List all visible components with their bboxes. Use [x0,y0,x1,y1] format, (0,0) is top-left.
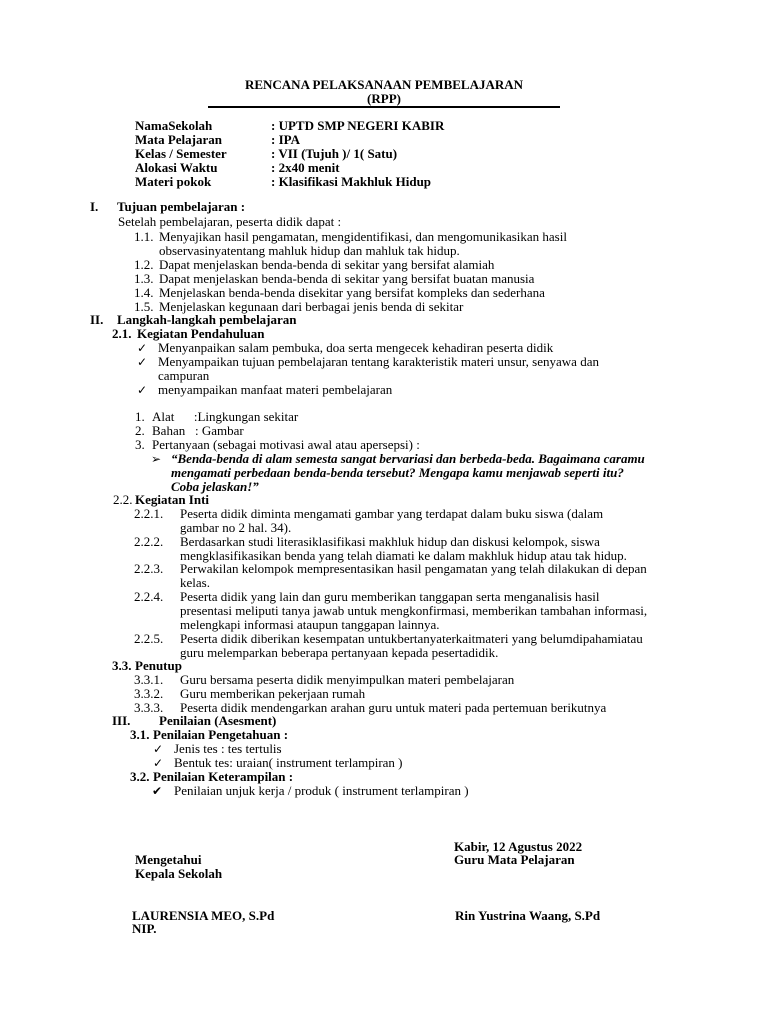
list-item: Peserta didik mendengarkan arahan guru untuk materi pada pertemuan berikutnya [180,700,607,715]
principal-nip: NIP. [132,921,157,936]
check-item: Bentuk tes: uraian( instrument terlampiran ) [174,755,403,770]
arrow-bullet-icon: ➢ [151,452,162,466]
list-item: Dapat menjelaskan benda-benda di sekitar yang bersifat alamiah [159,257,495,272]
list-number: 3. [135,437,145,452]
checkmark-icon: ✓ [137,355,148,369]
list-item: Menjelaskan benda-benda disekitar yang bersifat kompleks dan sederhana [159,285,545,300]
list-item: Peserta didik diberikan kesempatan untukbertanyaterkaitmateri yang belumdipahamiatau [180,631,643,646]
identity-label: Kelas / Semester [135,146,227,161]
section-number: III. [112,713,131,728]
subsection-heading: Penilaian Pengetahuan : [153,727,289,742]
section-number: II. [90,312,104,327]
section-heading: Penilaian (Asesment) [159,713,277,728]
principal-name: LAURENSIA MEO, S.Pd [132,908,275,923]
teacher-name: Rin Yustrina Waang, S.Pd [455,908,601,923]
check-item: Jenis tes : tes tertulis [174,741,282,756]
section-number: I. [90,199,99,214]
check-item: Penilaian unjuk kerja / produk ( instrument terlampiran ) [174,783,469,798]
question-text: “Benda-benda di alam semesta sangat bervariasi dan berbeda-beda. Bagaimana caramu [171,451,645,466]
list-item: Peserta didik diminta mengamati gambar yang terdapat dalam buku siswa (dalam [180,506,604,521]
subsection-number: 2.1. [112,326,132,341]
identity-value: : IPA [271,132,301,147]
list-item: Guru bersama peserta didik menyimpulkan materi pembelajaran [180,672,515,687]
list-item: Perwakilan kelompok mempresentasikan hasil pengamatan yang telah dilakukan di depan [180,561,647,576]
list-item-continued: guru melemparkan beberapa pertanyaan kepada pesertadidik. [180,645,499,660]
subsection-heading: Kegiatan Inti [135,492,210,507]
subsection-number: 3.2. [130,769,150,784]
list-number: 1.2. [134,257,154,272]
document-subtitle: (RPP) [367,91,401,106]
list-item: Dapat menjelaskan benda-benda di sekitar yang bersifat buatan manusia [159,271,535,286]
section-heading: Tujuan pembelajaran : [117,199,246,214]
identity-value: : UPTD SMP NEGERI KABIR [271,118,445,133]
checkmark-icon: ✓ [153,742,164,756]
list-item-continued: observasinyatentang mahluk hidup dan mahluk tak hidup. [159,243,460,258]
identity-value: : Klasifikasi Makhluk Hidup [271,174,432,189]
question-text: mengamati perbedaan benda-benda tersebut? Mengapa kamu menjawab seperti itu? [171,465,624,480]
subsection-heading: Penutup [135,658,182,673]
checkmark-icon: ✓ [137,383,148,397]
subsection-number: 3.3. [112,658,132,673]
identity-label: Alokasi Waktu [135,160,218,175]
list-number: 2.2.1. [134,506,164,521]
list-number: 1.3. [134,271,154,286]
list-item-continued: mengklasifikasikan benda yang telah diamati ke dalam makhluk hidup atau tak hidup. [180,548,627,563]
list-number: 3.3.3. [134,700,164,715]
subsection-heading: Penilaian Keterampilan : [153,769,294,784]
knowing-label: Mengetahui [135,852,202,867]
identity-label: Mata Pelajaran [135,132,223,147]
list-number: 2.2.4. [134,589,164,604]
list-item: Berdasarkan studi literasiklasifikasi makhluk hidup dan diskusi kelompok, siswa [180,534,600,549]
subsection-number: 3.1. [130,727,150,742]
list-number: 1.1. [134,229,154,244]
check-item: Menyanpaikan salam pembuka, doa serta mengecek kehadiran peserta didik [158,340,554,355]
list-item-continued: gambar no 2 hal. 34). [180,520,292,535]
identity-label: NamaSekolah [135,118,213,133]
check-item: Menyampaikan tujuan pembelajaran tentang karakteristik materi unsur, senyawa dan [158,354,599,369]
list-number: 2.2.5. [134,631,164,646]
list-item: Alat :Lingkungan sekitar [152,409,299,424]
identity-label: Materi pokok [135,174,212,189]
list-number: 3.3.2. [134,686,164,701]
title-underline [208,106,560,108]
subsection-number: 2.2. [113,492,133,507]
principal-role: Kepala Sekolah [135,866,223,881]
list-item: Bahan : Gambar [152,423,244,438]
list-number: 1. [135,409,145,424]
list-item: Peserta didik yang lain dan guru memberikan tanggapan serta menganalisis hasil [180,589,600,604]
list-number: 2.2.3. [134,561,164,576]
list-number: 2.2.2. [134,534,164,549]
list-number: 2. [135,423,145,438]
place-date: Kabir, 12 Agustus 2022 [454,839,583,854]
section-heading: Langkah-langkah pembelajaran [117,312,297,327]
list-item-continued: kelas. [180,575,210,590]
checkmark-icon: ✓ [153,756,164,770]
list-number: 1.4. [134,285,154,300]
checkmark-icon: ✔ [152,784,163,798]
teacher-role: Guru Mata Pelajaran [454,852,575,867]
list-item-continued: presentasi meliputi tanya jawab untuk mengkonfirmasi, memberikan tambahan informasi, [180,603,648,618]
section-intro: Setelah pembelajaran, peserta didik dapat : [118,214,342,229]
list-number: 3.3.1. [134,672,164,687]
list-item: Pertanyaan (sebagai motivasi awal atau apersepsi) : [152,437,420,452]
document-title: RENCANA PELAKSANAAN PEMBELAJARAN [244,77,524,92]
identity-value: : 2x40 menit [271,160,340,175]
checkmark-icon: ✓ [137,341,148,355]
check-item-continued: campuran [158,368,210,383]
list-item: Menyajikan hasil pengamatan, mengidentifikasi, dan mengomunikasikan hasil [159,229,567,244]
list-number: 1.5. [134,299,154,314]
identity-value: : VII (Tujuh )/ 1( Satu) [271,146,398,161]
list-item-continued: melengkapi informasi ataupun tanggapan lainnya. [180,617,440,632]
list-item: Menjelaskan kegunaan dari berbagai jenis benda di sekitar [159,299,464,314]
list-item: Guru memberikan pekerjaan rumah [180,686,366,701]
subsection-heading: Kegiatan Pendahuluan [137,326,265,341]
question-text: Coba jelaskan!” [171,479,259,494]
check-item: menyampaikan manfaat materi pembelajaran [158,382,393,397]
